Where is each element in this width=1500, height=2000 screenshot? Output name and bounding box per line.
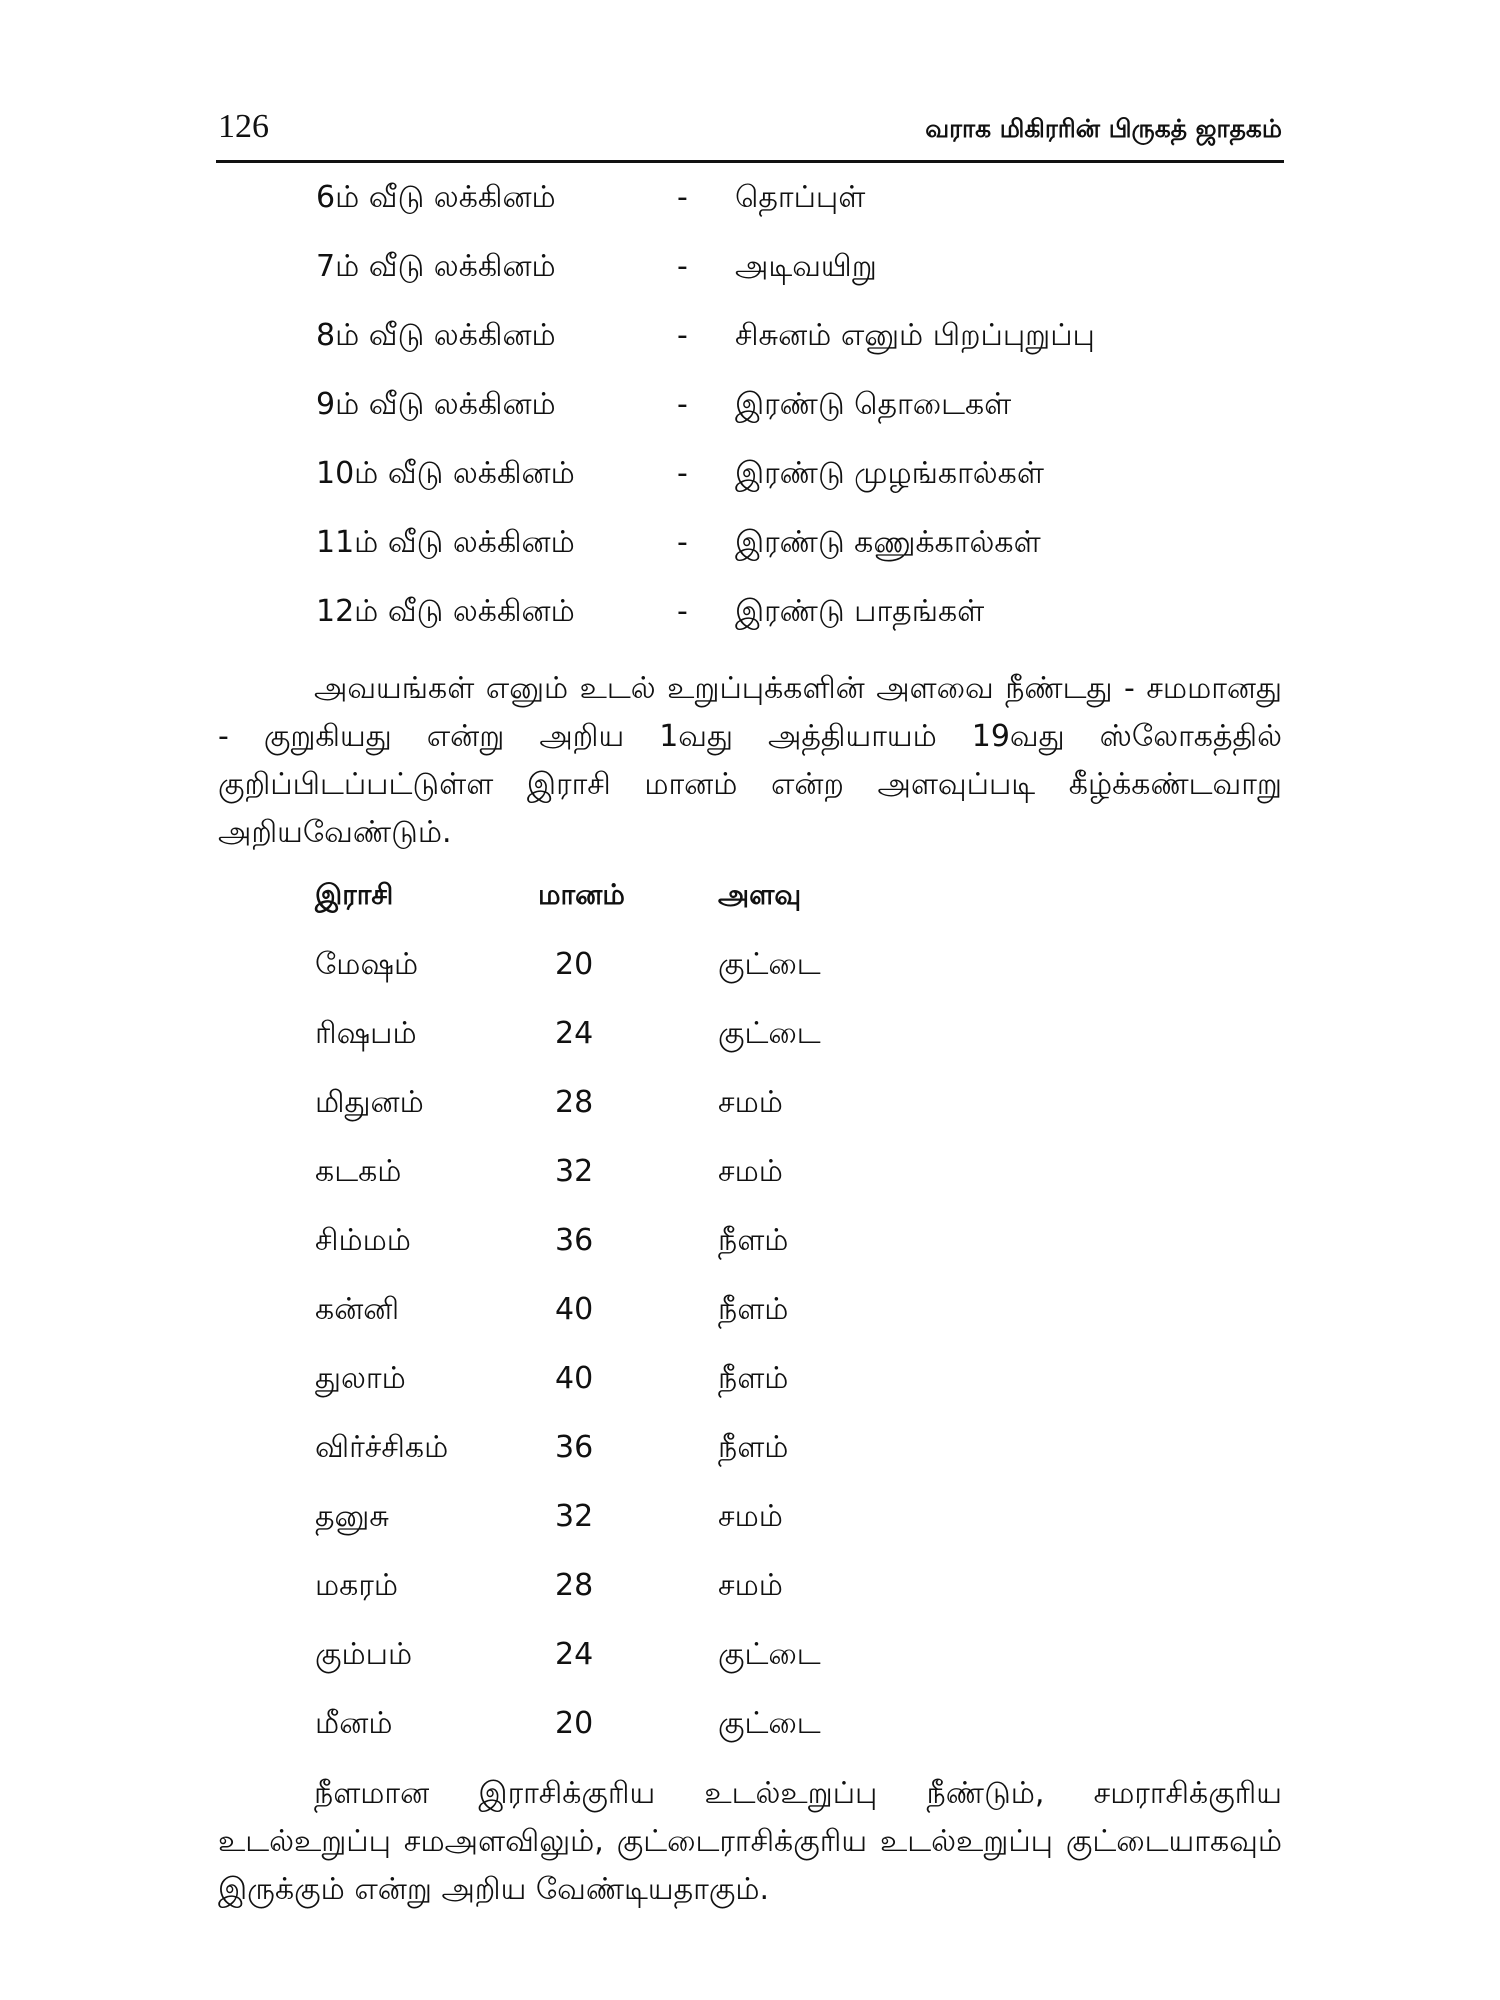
table-row <box>0 1085 1500 1154</box>
table-row <box>0 1292 1500 1361</box>
rasi-alavu: சமம் <box>718 1085 783 1120</box>
lagna-house: 12ம் வீடு லக்கினம் <box>316 594 575 629</box>
column-header-rasi: இராசி <box>315 878 394 911</box>
running-title: வராக மிகிரரின் பிருகத் ஜாதகம் <box>925 114 1282 143</box>
closing-paragraph: நீளமான இராசிக்குரிய உடல்உறுப்பு நீண்டும், சமராசிக்குரிய உடல்உறுப்பு சமஅளவிலும், குட்டைராசிக்குரிய உடல்உறுப்பு குட்டையாகவும் இருக்கும் என்று அறிய வேண்டியதாகும். <box>218 1776 1282 1907</box>
list-item <box>0 525 1500 594</box>
list-item <box>0 456 1500 525</box>
rasi-alavu: நீளம் <box>718 1430 789 1465</box>
body-part: இரண்டு கணுக்கால்கள் <box>735 525 1041 560</box>
rasi-alavu: குட்டை <box>718 1016 821 1051</box>
rasi-alavu: சமம் <box>718 1499 783 1534</box>
table-row <box>0 1706 1500 1775</box>
rasi-manam: 36 <box>555 1430 594 1465</box>
table-row <box>0 1223 1500 1292</box>
lagna-house: 8ம் வீடு லக்கினம் <box>316 318 556 353</box>
rasi-manam: 36 <box>555 1223 594 1258</box>
table-row <box>0 947 1500 1016</box>
body-part: இரண்டு தொடைகள் <box>735 387 1012 422</box>
rasi-name: மீனம் <box>315 1706 393 1741</box>
rasi-name: மிதுனம் <box>315 1085 424 1120</box>
separator-dash: - <box>677 249 688 284</box>
lagna-house: 10ம் வீடு லக்கினம் <box>316 456 575 491</box>
rasi-name: துலாம் <box>315 1361 406 1396</box>
rasi-manam: 24 <box>555 1016 594 1051</box>
rasi-manam: 32 <box>555 1499 594 1534</box>
table-row <box>0 1154 1500 1223</box>
intro-paragraph: அவயங்கள் எனும் உடல் உறுப்புக்களின் அளவை நீண்டது - சமமானது - குறுகியது என்று அறிய 1வது அத்தியாயம் 19வது ஸ்லோகத்தில் குறிப்பிடப்பட்டுள்ள இராசி மானம் என்ற அளவுப்படி கீழ்க்கண்டவாறு அறியவேண்டும். <box>218 671 1282 850</box>
body-part: அடிவயிறு <box>735 249 877 284</box>
lagna-house: 6ம் வீடு லக்கினம் <box>316 180 556 215</box>
rasi-manam: 40 <box>555 1292 594 1327</box>
body-part: தொப்புள் <box>735 180 866 215</box>
rasi-manam: 40 <box>555 1361 594 1396</box>
rasi-manam: 28 <box>555 1568 594 1603</box>
rasi-manam: 28 <box>555 1085 594 1120</box>
rasi-alavu: சமம் <box>718 1154 783 1189</box>
rasi-alavu: சமம் <box>718 1568 783 1603</box>
table-row <box>0 1361 1500 1430</box>
rasi-alavu: நீளம் <box>718 1292 789 1327</box>
rasi-manam: 32 <box>555 1154 594 1189</box>
rasi-name: மகரம் <box>315 1568 398 1603</box>
table-row <box>0 1568 1500 1637</box>
body-part: சிசுனம் எனும் பிறப்புறுப்பு <box>735 318 1095 353</box>
list-item <box>0 594 1500 663</box>
lagna-house: 7ம் வீடு லக்கினம் <box>316 249 556 284</box>
rasi-name: கும்பம் <box>315 1637 413 1672</box>
rasi-alavu: குட்டை <box>718 1706 821 1741</box>
rasi-manam: 24 <box>555 1637 594 1672</box>
body-part: இரண்டு பாதங்கள் <box>735 594 985 629</box>
separator-dash: - <box>677 594 688 629</box>
lagna-body-part-list <box>0 180 1500 663</box>
list-item <box>0 249 1500 318</box>
table-row <box>0 1016 1500 1085</box>
separator-dash: - <box>677 456 688 491</box>
header-rule <box>216 160 1284 163</box>
rasi-alavu: குட்டை <box>718 1637 821 1672</box>
rasi-manam: 20 <box>555 947 594 982</box>
column-header-alavu: அளவு <box>718 878 802 911</box>
rasi-alavu: நீளம் <box>718 1223 789 1258</box>
page-number: 126 <box>218 108 269 145</box>
rasi-manam: 20 <box>555 1706 594 1741</box>
rasi-name: கடகம் <box>315 1154 402 1189</box>
rasi-name: ரிஷபம் <box>315 1016 417 1051</box>
list-item <box>0 318 1500 387</box>
list-item <box>0 180 1500 249</box>
lagna-house: 9ம் வீடு லக்கினம் <box>316 387 556 422</box>
rasi-name: சிம்மம் <box>315 1223 411 1258</box>
rasi-name: மேஷம் <box>315 947 419 982</box>
rasi-alavu: குட்டை <box>718 947 821 982</box>
table-row <box>0 1637 1500 1706</box>
rasi-name: கன்னி <box>315 1292 400 1327</box>
rasi-alavu: நீளம் <box>718 1361 789 1396</box>
body-part: இரண்டு முழங்கால்கள் <box>735 456 1044 491</box>
lagna-house: 11ம் வீடு லக்கினம் <box>316 525 575 560</box>
table-row <box>0 1430 1500 1499</box>
separator-dash: - <box>677 318 688 353</box>
column-header-manam: மானம் <box>538 878 625 911</box>
rasi-measure-table <box>0 878 1500 1775</box>
separator-dash: - <box>677 387 688 422</box>
table-header-row <box>0 878 1500 947</box>
rasi-name: தனுசு <box>315 1499 389 1534</box>
table-row <box>0 1499 1500 1568</box>
separator-dash: - <box>677 180 688 215</box>
separator-dash: - <box>677 525 688 560</box>
list-item <box>0 387 1500 456</box>
rasi-name: விர்ச்சிகம் <box>315 1430 449 1465</box>
